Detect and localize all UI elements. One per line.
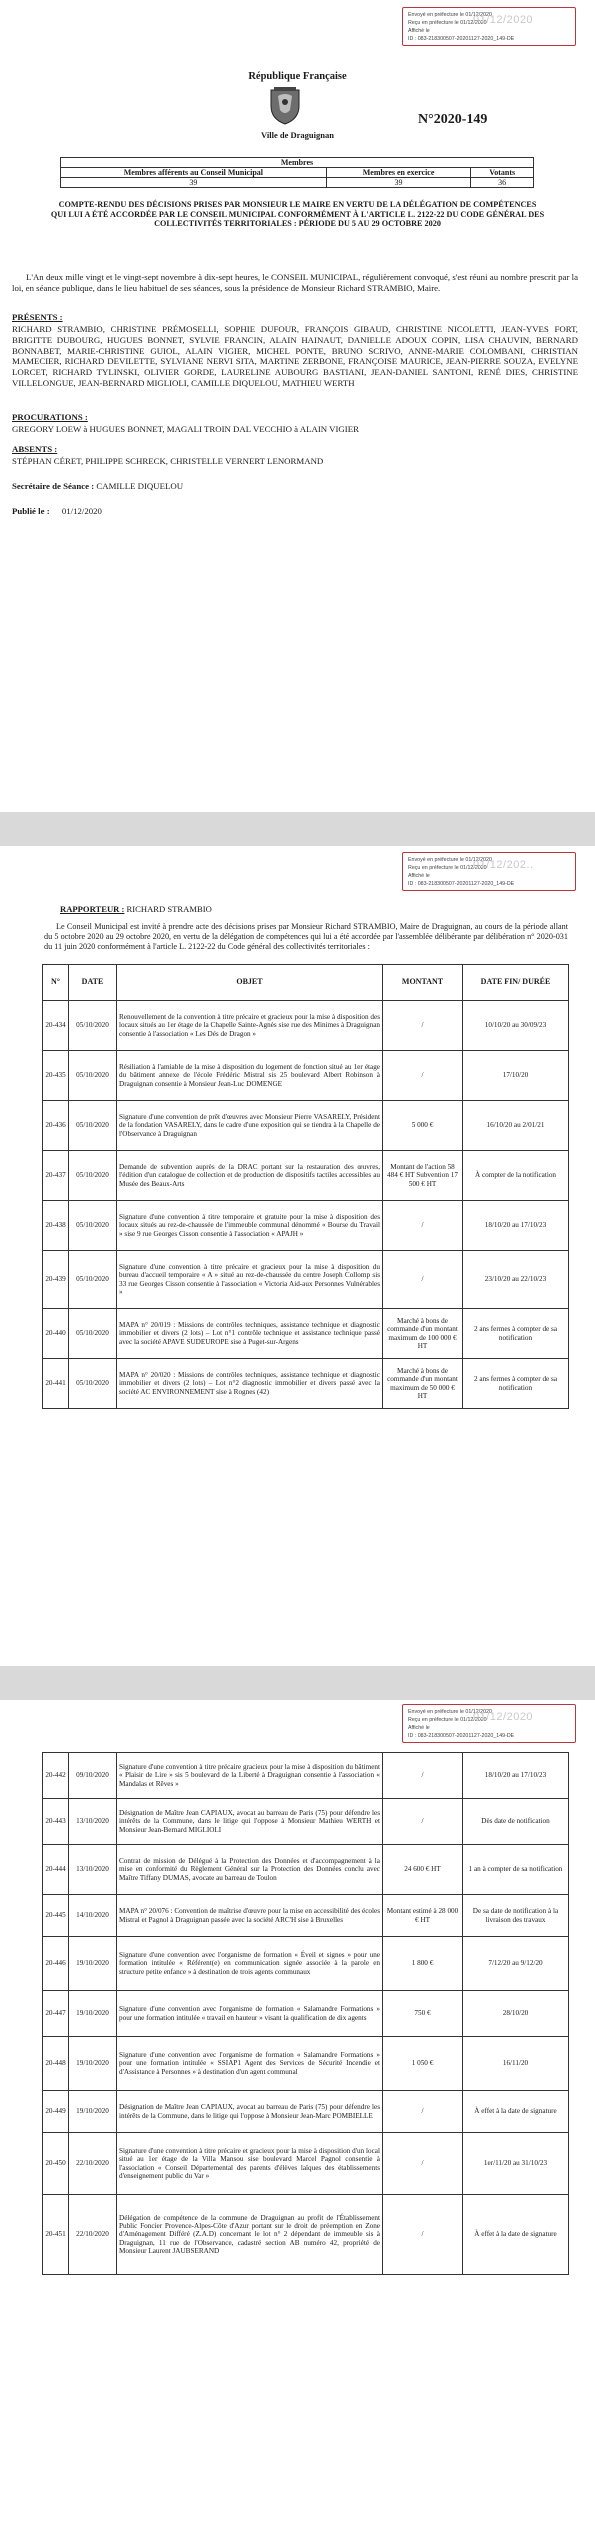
decision-num: 20-440 (43, 1309, 69, 1359)
decision-num: 20-439 (43, 1251, 69, 1309)
decision-date: 05/10/2020 (69, 1151, 117, 1201)
stamp-id: ID : 083-218300507-20201127-2020_149-DE (408, 36, 515, 42)
col-fin: DATE FIN/ DURÉE (463, 965, 569, 1001)
decision-objet: Signature d'une convention à titre précaire gracieux pour la mise à disposition du bâtiment « Plaisir de Lire » sis 5 boulevard de la Liberté à Draguignan consentie à l'association « Mandalas et Rêves » (117, 1753, 383, 1799)
decision-fin: De sa date de notification à la livraison des travaux (463, 1895, 569, 1937)
decision-montant: / (383, 2133, 463, 2195)
stamp-sent: Envoyé en préfecture le 01/12/2020 (408, 12, 492, 18)
rapporteur-name: RICHARD STRAMBIO (126, 904, 212, 914)
decisions-table-page-3 (42, 1752, 569, 2275)
decision-num: 20-438 (43, 1201, 69, 1251)
decision-num: 20-442 (43, 1753, 69, 1799)
decision-num: 20-449 (43, 2091, 69, 2133)
table-row (43, 2091, 569, 2133)
stamp-received: Reçu en préfecture le 01/12/2020 (408, 20, 487, 26)
city-heading: Ville de Draguignan (261, 130, 334, 140)
stamp-id: ID : 083-218300507-20201127-2020_149-DE (408, 1733, 515, 1739)
decision-montant: / (383, 2091, 463, 2133)
rapporteur-line (60, 904, 212, 914)
decision-date: 05/10/2020 (69, 1359, 117, 1409)
decision-date: 05/10/2020 (69, 1101, 117, 1151)
members-table (60, 157, 534, 188)
decision-montant: / (383, 1051, 463, 1101)
table-row (43, 1359, 569, 1409)
decision-fin: 18/10/20 au 17/10/23 (463, 1753, 569, 1799)
publie-line (12, 506, 102, 516)
procurations-text: GREGORY LOEW à HUGUES BONNET, MAGALI TROIN DAL VECCHIO à ALAIN VIGIER (12, 424, 359, 434)
stamp-watermark: 01/12/2020 (473, 14, 534, 26)
stamp-watermark: 01/12/202.. (473, 859, 534, 871)
table-row (43, 1251, 569, 1309)
decision-montant: 1 800 € (383, 1937, 463, 1991)
decision-fin: 16/11/20 (463, 2037, 569, 2091)
stamp-sent: Envoyé en préfecture le 01/12/2020 (408, 857, 492, 863)
decision-fin: À compter de la notification (463, 1151, 569, 1201)
decision-objet: Demande de subvention auprès de la DRAC portant sur la restauration des œuvres, l'édition d'un catalogue de collection et de production de dispositifs tactiles accessibles au Musée des Beaux-Arts (117, 1151, 383, 1201)
publie-date: 01/12/2020 (61, 506, 102, 516)
document-title: COMPTE-RENDU DES DÉCISIONS PRISES PAR MONSIEUR LE MAIRE EN VERTU DE LA DÉLÉGATION DE COMPÉTENCES QUI LUI A ÉTÉ ACCORDÉE PAR LE CONSEIL MUNICIPAL CONFORMÉMENT À L'ARTICLE L. 2122-22 DU CODE GÉNÉRAL DES COLLECTIVITÉS TERRITORIALES : PÉRIODE DU 5 AU 29 OCTOBRE 2020 (50, 200, 545, 228)
decision-montant: / (383, 1753, 463, 1799)
table-row (43, 1895, 569, 1937)
page-separator (0, 812, 595, 846)
table-row (43, 1001, 569, 1051)
stamp-posted: Affiché le (408, 28, 430, 34)
table-row (43, 2037, 569, 2091)
decision-date: 09/10/2020 (69, 1753, 117, 1799)
table-row (43, 1937, 569, 1991)
decision-objet: Délégation de compétence de la commune de Draguignan au profit de l'Établissement Public Foncier Provence-Alpes-Côte d'Azur portant sur le droit de préemption en Zone d'Aménagement Différé (Z.A.D) concernant le lot n° 2 dépendant de immeuble sis à Draguignan, 11 rue de l'Observance, cadastré section AB numéro 42, propriété de Monsieur Laurent JAUBSERAND (117, 2195, 383, 2275)
prefecture-stamp (402, 852, 576, 891)
col-num: N° (43, 965, 69, 1001)
decision-date: 13/10/2020 (69, 1845, 117, 1895)
decision-num: 20-441 (43, 1359, 69, 1409)
table-row (43, 1309, 569, 1359)
decision-montant: 24 600 € HT (383, 1845, 463, 1895)
decision-objet: Désignation de Maître Jean CAPIAUX, avocat au barreau de Paris (75) pour défendre les intérêts de la Commune, dans le litige qui l'oppose à Monsieur Mathieu WERTH et Monsieur Jean-Bernard MIGLIOLI (117, 1799, 383, 1845)
decision-date: 22/10/2020 (69, 2195, 117, 2275)
decision-objet: Signature d'une convention de prêt d'œuvres avec Monsieur Pierre VASARELY, Président de la fondation VASARELY, dans le cadre d'une exposition qui se tiendra à la Chapelle de l'Observance à Draguignan (117, 1101, 383, 1151)
page-separator (0, 1666, 595, 1700)
decision-objet: MAPA n° 20/076 : Convention de maîtrise d'œuvre pour la mise en accessibilité des écoles Mistral et Pagnol à Draguignan passée avec la société ARC'H sise à Bruxelles (117, 1895, 383, 1937)
decision-montant: 750 € (383, 1991, 463, 2037)
decision-montant: 1 050 € (383, 2037, 463, 2091)
intro-paragraph: L'An deux mille vingt et le vingt-sept novembre à dix-sept heures, le CONSEIL MUNICIPAL, régulièrement convoqué, s'est réuni au nombre prescrit par la loi, en séance publique, dans le lieu habituel de ses séances, sous la présidence de Monsieur Richard STRAMBIO, Maire. (12, 272, 578, 293)
decision-fin: 10/10/20 au 30/09/23 (463, 1001, 569, 1051)
decision-num: 20-437 (43, 1151, 69, 1201)
decision-objet: Contrat de mission de Délégué à la Protection des Données et d'accompagnement à la mise en conformité du Règlement Général sur la Protection des Données conclu avec Maître Tiffany DUMAS, avocate au barreau de Toulon (117, 1845, 383, 1895)
decision-fin: 17/10/20 (463, 1051, 569, 1101)
decision-num: 20-435 (43, 1051, 69, 1101)
decision-fin: 2 ans fermes à compter de sa notification (463, 1359, 569, 1409)
decision-date: 05/10/2020 (69, 1001, 117, 1051)
secretaire-name: CAMILLE DIQUELOU (96, 481, 184, 491)
decision-montant: Montant de l'action 58 484 € HT Subvention 17 500 € HT (383, 1151, 463, 1201)
table-row (43, 1201, 569, 1251)
decision-num: 20-446 (43, 1937, 69, 1991)
decisions-table-page-2 (42, 964, 569, 1409)
decision-date: 14/10/2020 (69, 1895, 117, 1937)
decision-num: 20-445 (43, 1895, 69, 1937)
members-col-affiliated: Membres afférents au Conseil Municipal (61, 168, 327, 178)
decision-objet: Signature d'une convention à titre temporaire et gratuite pour la mise à disposition des locaux situés au rez-de-chaussée de l'immeuble communal dénommé « Bourse du Travail » sise 9 rue Georges Cisson consentie à l'association « APAJH » (117, 1201, 383, 1251)
decision-objet: Signature d'une convention avec l'organisme de formation « Salamandre Formations » pour une formation intitulée « travail en hauteur » visant la qualification de dix agents (117, 1991, 383, 2037)
decision-montant: / (383, 1001, 463, 1051)
decision-num: 20-448 (43, 2037, 69, 2091)
decision-date: 13/10/2020 (69, 1799, 117, 1845)
decision-date: 19/10/2020 (69, 2037, 117, 2091)
decision-objet: Signature d'une convention avec l'organisme de formation « Salamandre Formations » pour une formation intitulée « SSIAP1 Agent des Services de Sécurité Incendie et d'Assistance à Personnes » à destination d'un agent communal (117, 2037, 383, 2091)
decision-num: 20-451 (43, 2195, 69, 2275)
table-row (43, 1101, 569, 1151)
decision-montant: / (383, 2195, 463, 2275)
decision-num: 20-434 (43, 1001, 69, 1051)
decision-fin: À effet à la date de signature (463, 2091, 569, 2133)
decision-date: 05/10/2020 (69, 1051, 117, 1101)
decision-fin: 2 ans fermes à compter de sa notification (463, 1309, 569, 1359)
republic-heading: République Française (248, 71, 347, 82)
decision-objet: MAPA n° 20/019 : Missions de contrôles techniques, assistance technique et diagnostic immobilier et divers (2 lots) – Lot n°1 contrôle technique et assistance technique passé avec la société APAVE SUDEUROPE sise à Puget-sur-Argens (117, 1309, 383, 1359)
decision-num: 20-444 (43, 1845, 69, 1895)
decision-date: 22/10/2020 (69, 2133, 117, 2195)
stamp-received: Reçu en préfecture le 01/12/2020 (408, 1717, 487, 1723)
stamp-received: Reçu en préfecture le 01/12/2020 (408, 865, 487, 871)
table-row (43, 2195, 569, 2275)
decision-montant: Montant estimé à 28 000 € HT (383, 1895, 463, 1937)
decision-fin: 1 an à compter de sa notification (463, 1845, 569, 1895)
decision-montant: / (383, 1251, 463, 1309)
decision-montant: Marché à bons de commande d'un montant maximum de 50 000 € HT (383, 1359, 463, 1409)
city-crest-icon (266, 86, 304, 126)
prefecture-stamp (402, 1704, 576, 1743)
stamp-posted: Affiché le (408, 873, 430, 879)
absents-label: ABSENTS : (12, 444, 58, 454)
stamp-posted: Affiché le (408, 1725, 430, 1731)
decision-fin: À effet à la date de signature (463, 2195, 569, 2275)
table-row (43, 1151, 569, 1201)
stamp-sent: Envoyé en préfecture le 01/12/2020 (408, 1709, 492, 1715)
publie-label: Publié le : (12, 506, 50, 516)
presents-list: RICHARD STRAMBIO, CHRISTINE PRÉMOSELLI, SOPHIE DUFOUR, FRANÇOIS GIBAUD, CHRISTINE NICOLETTI, JEAN-YVES FORT, BRIGITTE DUBOURG, HUGUES BONNET, SYLVIE FRANCIN, ALAIN HAINAUT, DANIELLE ADOUX COPIN, LISA CHAUVIN, BERNARD BONNABET, MARIE-CHRISTINE GUIOL, ALAIN VIGIER, MICHEL PONTE, BRUNO SCRIVO, ANNE-MARIE COLOMBANI, CHRISTIAN MAMECIER, RICHARD DEVILETTE, SYLVIANE NERVI SITA, MARTINE ZERBONE, FRANÇOISE MAURICE, JEAN-PIERRE SOUZA, EVELYNE LORCET, RICHARD TYLINSKI, OLIVIER GORDE, LAURELINE AUBOURG BASTIANI, JEAN-DANIEL SANTONI, RENÉ DIES, CHRISTINE VILLELONGUE, JEAN-BERNARD MIGLIOLI, CAMILLE DIQUELOU, MATHIEU WERTH (12, 324, 578, 388)
decision-objet: Signature d'une convention à titre précaire et gracieux pour la mise à disposition du bureau d'accueil temporaire « A » situé au rez-de-chaussée du centre Joseph Collomp sis 33 rue Georges Cisson consentie à l'association « Victoria Aid-aux Personnes Vulnérables » (117, 1251, 383, 1309)
decision-date: 05/10/2020 (69, 1201, 117, 1251)
decision-objet: Résiliation à l'amiable de la mise à disposition du logement de fonction situé au 1er étage du bâtiment annexe de l'école Frédéric Mistral sis 25 boulevard Albert Robinson à Draguignan consentie à Monsieur Jean-Luc DOMENGE (117, 1051, 383, 1101)
decision-montant: Marché à bons de commande d'un montant maximum de 100 000 € HT (383, 1309, 463, 1359)
secretaire-label: Secrétaire de Séance : (12, 481, 95, 491)
preamble-paragraph: Le Conseil Municipal est invité à prendre acte des décisions prises par Monsieur Richard STRAMBIO, Maire de Draguignan, au cours de la période allant du 5 octobre 2020 au 29 octobre 2020, en vertu de la délégation de compétences qui lui a été accordée par l'assemblée délibérante par délibération n° 2020-031 du 11 juin 2020 conformément à l'article L. 2122-22 du Code général des collectivités territoriales : (44, 922, 568, 951)
members-affiliated-value: 39 (61, 178, 327, 188)
decision-fin: 23/10/20 au 22/10/23 (463, 1251, 569, 1309)
table-row (43, 1991, 569, 2037)
secretaire-line (12, 481, 183, 491)
decision-montant: 5 000 € (383, 1101, 463, 1151)
decision-fin: Dès date de notification (463, 1799, 569, 1845)
decision-fin: 1er/11/20 au 31/10/23 (463, 2133, 569, 2195)
table-row (43, 1051, 569, 1101)
decision-objet: Renouvellement de la convention à titre précaire et gracieux pour la mise à disposition des locaux situés au 1er étage de la Chapelle Sainte-Agnès sise rue des Minimes à Draguignan consentie à l'association « Les Dés de Dragon » (117, 1001, 383, 1051)
stamp-id: ID : 083-218300507-20201127-2020_149-DE (408, 881, 515, 887)
decision-num: 20-436 (43, 1101, 69, 1151)
decision-fin: 28/10/20 (463, 1991, 569, 2037)
stamp-watermark: 01/12/2020 (473, 1711, 534, 1723)
rapporteur-label: RAPPORTEUR : (60, 904, 125, 914)
members-title: Membres (61, 158, 534, 168)
decision-num: 20-450 (43, 2133, 69, 2195)
table-row (43, 2133, 569, 2195)
decision-date: 19/10/2020 (69, 1937, 117, 1991)
decision-montant: / (383, 1201, 463, 1251)
table-row (43, 1845, 569, 1895)
decision-date: 05/10/2020 (69, 1309, 117, 1359)
decision-objet: Signature d'une convention à titre précaire et gracieux pour la mise à disposition d'un local situé au 1er étage de la Villa Mansou sise boulevard Marcel Pagnol consentie à l'association « Conseil Départemental des parents d'élèves laïques des établissements d'enseignement public du Var » (117, 2133, 383, 2195)
decision-objet: Signature d'une convention avec l'organisme de formation « Éveil et signes » pour une formation intitulée « Référent(e) en communication signée associée à la parole en structure petite enfance » à destination de trois agents communaux (117, 1937, 383, 1991)
decision-fin: 16/10/20 au 2/01/21 (463, 1101, 569, 1151)
absents-text: STÉPHAN CÉRET, PHILIPPE SCHRECK, CHRISTELLE VERNERT LENORMAND (12, 456, 324, 466)
decision-date: 05/10/2020 (69, 1251, 117, 1309)
decision-fin: 7/12/20 au 9/12/20 (463, 1937, 569, 1991)
decision-num: 20-443 (43, 1799, 69, 1845)
decision-montant: / (383, 1799, 463, 1845)
prefecture-stamp (402, 7, 576, 46)
decision-objet: Désignation de Maître Jean CAPIAUX, avocat au barreau de Paris (75) pour défendre les intérêts de la Commune, dans le litige qui l'oppose à Monsieur Jean-Marc POMBIELLE (117, 2091, 383, 2133)
decision-objet: MAPA n° 20/020 : Missions de contrôles techniques, assistance technique et diagnostic immobilier et divers (2 lots) – Lot n°2 diagnostic immobilier et divers passé avec la société AC ENVIRONNEMENT sise à Rognes (42) (117, 1359, 383, 1409)
decision-date: 19/10/2020 (69, 2091, 117, 2133)
col-montant: MONTANT (383, 965, 463, 1001)
col-date: DATE (69, 965, 117, 1001)
decision-num: 20-447 (43, 1991, 69, 2037)
members-voters-value: 36 (471, 178, 534, 188)
members-col-active: Membres en exercice (326, 168, 471, 178)
decision-date: 19/10/2020 (69, 1991, 117, 2037)
presents-label: PRÉSENTS : (12, 312, 63, 322)
procurations-label: PROCURATIONS : (12, 412, 88, 422)
members-col-voters: Votants (471, 168, 534, 178)
col-objet: OBJET (117, 965, 383, 1001)
table-row (43, 1799, 569, 1845)
members-active-value: 39 (326, 178, 471, 188)
table-row (43, 1753, 569, 1799)
page-1 (0, 0, 595, 812)
decision-number: N°2020-149 (418, 112, 488, 127)
decision-fin: 18/10/20 au 17/10/23 (463, 1201, 569, 1251)
